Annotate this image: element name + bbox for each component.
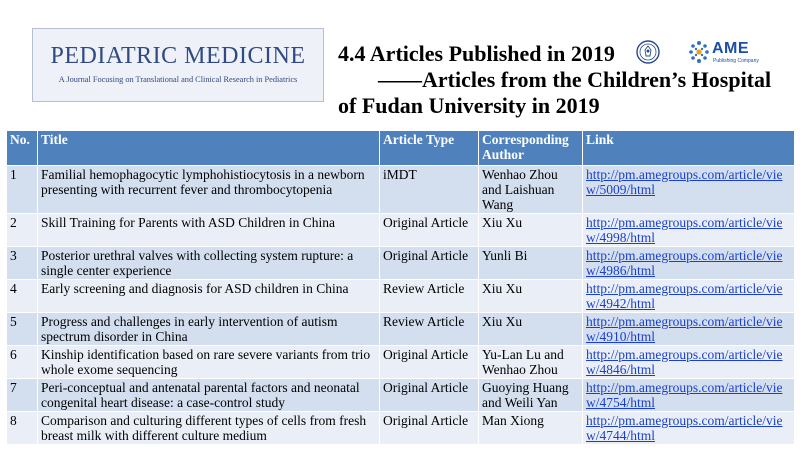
cell-no: 1 (7, 166, 38, 214)
cell-author: Man Xiong (479, 412, 583, 445)
cell-article-type: Original Article (380, 346, 479, 379)
page-title-line-2: ——Articles from the Children’s Hospital (378, 67, 772, 92)
journal-logo (32, 28, 324, 102)
table-row (7, 412, 795, 445)
cell-title: Posterior urethral valves with collecting system rupture: a single center experience (38, 247, 380, 280)
article-link[interactable]: http://pm.amegroups.com/article/view/4942/html (583, 280, 795, 313)
cell-author: Xiu Xu (479, 280, 583, 313)
header-article-type: Article Type (380, 131, 479, 166)
cell-author: Xiu Xu (479, 214, 583, 247)
ame-logo-name: AME (712, 40, 750, 57)
cell-article-type: Original Article (380, 214, 479, 247)
article-link[interactable]: http://pm.amegroups.com/article/view/4998/html (583, 214, 795, 247)
header-link: Link (583, 131, 795, 166)
article-link[interactable]: http://pm.amegroups.com/article/view/5009/html (583, 166, 795, 214)
cell-article-type: Review Article (380, 280, 479, 313)
article-link[interactable]: http://pm.amegroups.com/article/view/4846/html (583, 346, 795, 379)
cell-article-type: Original Article (380, 247, 479, 280)
cell-author: Yunli Bi (479, 247, 583, 280)
cell-title: Skill Training for Parents with ASD Children in China (38, 214, 380, 247)
table-row (7, 379, 795, 412)
cell-title: Familial hemophagocytic lymphohistiocytosis in a newborn presenting with recurrent fever and thrombocytopenia (38, 166, 380, 214)
table-row (7, 166, 795, 214)
cell-no: 2 (7, 214, 38, 247)
ame-dots-icon (688, 40, 710, 64)
page-title-line-3: of Fudan University in 2019 (338, 93, 600, 118)
page-title-line-1: 4.4 Articles Published in 2019 (338, 41, 615, 66)
cell-title: Kinship identification based on rare severe variants from trio whole exome sequencing (38, 346, 380, 379)
cell-title: Early screening and diagnosis for ASD children in China (38, 280, 380, 313)
article-link[interactable]: http://pm.amegroups.com/article/view/4910/html (583, 313, 795, 346)
cell-article-type: Review Article (380, 313, 479, 346)
cell-article-type: Original Article (380, 412, 479, 445)
header-no: No. (7, 131, 38, 166)
hospital-seal-icon (636, 40, 660, 64)
cell-author: Guoying Huang and Weili Yan (479, 379, 583, 412)
cell-title: Peri-conceptual and antenatal parental factors and neonatal congenital heart disease: a case-control study (38, 379, 380, 412)
journal-logo-subtitle: A Journal Focusing on Translational and Clinical Research in Pediatrics (58, 75, 298, 84)
article-link[interactable]: http://pm.amegroups.com/article/view/4744/html (583, 412, 795, 445)
table-row (7, 247, 795, 280)
table-header-row (7, 131, 795, 166)
cell-title: Comparison and culturing different types of cells from fresh breast milk with different culture medium (38, 412, 380, 445)
cell-no: 7 (7, 379, 38, 412)
cell-no: 3 (7, 247, 38, 280)
table-row (7, 280, 795, 313)
cell-author: Xiu Xu (479, 313, 583, 346)
cell-author: Wenhao Zhou and Laishuan Wang (479, 166, 583, 214)
table-row (7, 346, 795, 379)
table-row (7, 214, 795, 247)
ame-logo-sub: Publishing Company (713, 58, 759, 64)
article-link[interactable]: http://pm.amegroups.com/article/view/4986/html (583, 247, 795, 280)
header-corresponding-author: Corresponding Author (479, 131, 583, 166)
articles-table (6, 130, 795, 445)
cell-title: Progress and challenges in early intervention of autism spectrum disorder in China (38, 313, 380, 346)
journal-logo-title: PEDIATRIC MEDICINE (50, 43, 306, 69)
cell-no: 4 (7, 280, 38, 313)
cell-article-type: iMDT (380, 166, 479, 214)
cell-author: Yu-Lan Lu and Wenhao Zhou (479, 346, 583, 379)
cell-no: 5 (7, 313, 38, 346)
cell-no: 6 (7, 346, 38, 379)
article-link[interactable]: http://pm.amegroups.com/article/view/4754/html (583, 379, 795, 412)
ame-logo (688, 40, 776, 68)
header-title: Title (38, 131, 380, 166)
table-row (7, 313, 795, 346)
cell-article-type: Original Article (380, 379, 479, 412)
cell-no: 8 (7, 412, 38, 445)
